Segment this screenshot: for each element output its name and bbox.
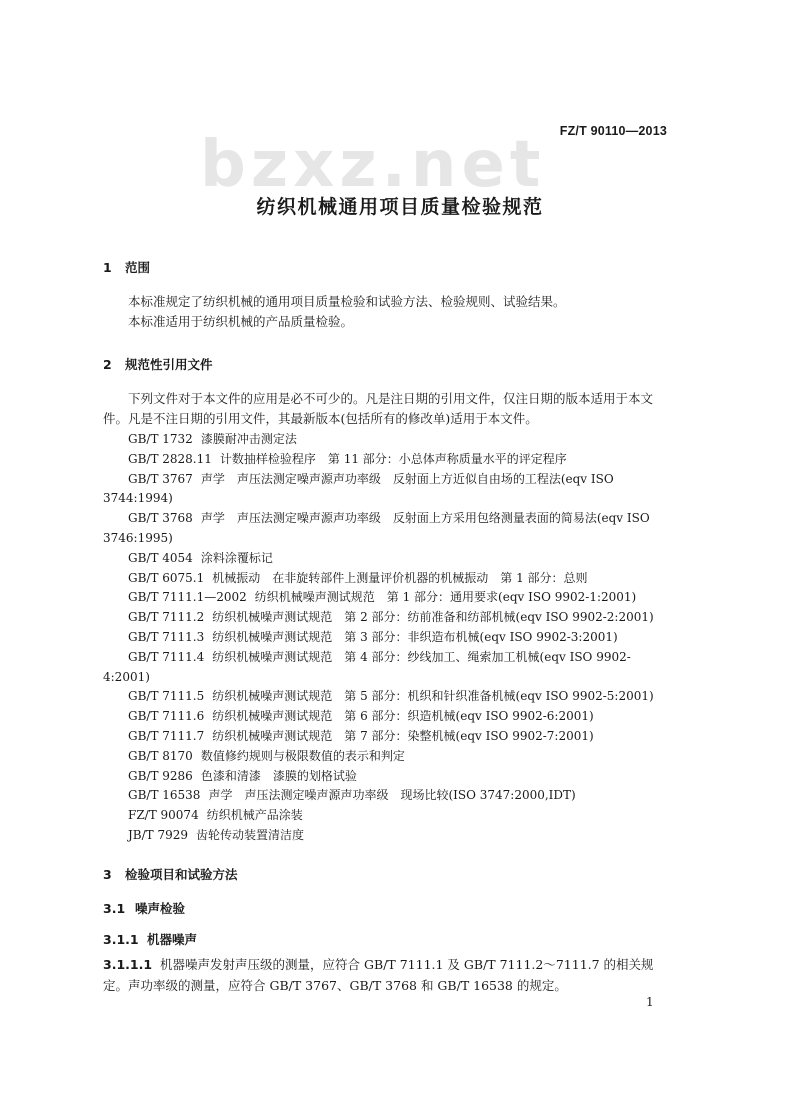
section-number: 3 [103,867,112,882]
reference-item [103,430,668,450]
reference-title: 齿轮传动装置清洁度 [196,827,305,842]
reference-code: FZ/T 90074 [128,808,199,823]
reference-item [103,648,668,688]
reference-code: GB/T 7111.5 [128,689,205,704]
reference-title: 纺织机械噪声测试规范 第 5 部分：机织和针织准备机械(eqv ISO 9902-5:2001) [212,689,654,704]
reference-title: 声学 声压法测定噪声源声功率级 反射面上方采用包络测量表面的简易法(eqv ISO 3746:1995) [103,511,650,545]
reference-item [103,687,668,707]
clause-number: 3.1.1.1 [103,957,153,972]
reference-list [103,430,668,846]
reference-item [103,470,668,510]
section-number: 2 [103,357,112,372]
reference-title: 数值修约规则与极限数值的表示和判定 [200,748,405,763]
reference-item [103,608,668,628]
reference-item [103,450,668,470]
reference-code: GB/T 16538 [128,788,201,803]
section-2-heading [103,355,213,373]
reference-title: 纺织机械噪声测试规范 第 4 部分：纱线加工、绳索加工机械(eqv ISO 9902-4:2001) [103,649,631,684]
document-title: 纺织机械通用项目质量检验规范 [256,196,544,218]
reference-title: 机械振动 在非旋转部件上测量评价机器的机械振动 第 1 部分：总则 [212,570,588,585]
reference-title: 纺织机械噪声测试规范 第 7 部分：染整机械(eqv ISO 9902-7:2001) [212,728,594,743]
reference-item [103,826,668,846]
reference-code: GB/T 9286 [128,768,193,783]
reference-code: GB/T 6075.1 [128,570,205,585]
reference-title: 计数抽样检验程序 第 11 部分：小总体声称质量水平的评定程序 [219,451,567,466]
reference-item [103,588,668,608]
section-title: 噪声检验 [135,901,186,916]
reference-code: GB/T 7111.6 [128,709,205,724]
reference-code: GB/T 7111.4 [128,649,205,664]
reference-item [103,727,668,747]
reference-title: 纺织机械噪声测试规范 第 3 部分：非织造布机械(eqv ISO 9902-3:2001) [212,629,618,644]
reference-item [103,549,668,569]
section-title: 机器噪声 [147,932,198,947]
section-3-1-heading [103,899,185,917]
reference-item [103,767,668,787]
reference-code: GB/T 2828.11 [128,451,212,466]
reference-code: GB/T 8170 [128,748,193,763]
reference-item [103,786,668,806]
watermark: bzxz.net [200,128,546,202]
reference-code: GB/T 7111.3 [128,629,205,644]
section-number: 3.1 [103,901,126,916]
section-number: 3.1.1 [103,932,139,947]
section-title: 范围 [125,260,151,275]
reference-code: JB/T 7929 [128,827,189,842]
reference-code: GB/T 1732 [128,432,193,446]
section-1-heading [103,258,150,276]
section-title: 规范性引用文件 [125,357,213,372]
reference-code: GB/T 7111.1—2002 [128,590,247,605]
reference-item [103,569,668,589]
reference-item [103,628,668,648]
section-1-para-2: 本标准适用于纺织机械的产品质量检验。 [128,314,354,329]
section-2-intro: 下列文件对于本文件的应用是必不可少的。凡是注日期的引用文件，仅注日期的版本适用于本文件。凡是不注日期的引用文件，其最新版本(包括所有的修改单)适用于本文件。 [103,391,654,426]
reference-item [103,707,668,727]
reference-item [103,747,668,767]
reference-item [103,509,668,549]
reference-code: GB/T 4054 [128,550,193,565]
reference-title: 声学 声压法测定噪声源声功率级 现场比较(ISO 3747:2000,IDT) [208,788,576,803]
reference-code: GB/T 7111.2 [128,610,205,625]
reference-code: GB/T 7111.7 [128,728,205,743]
section-title: 检验项目和试验方法 [125,867,238,882]
standard-number: FZ/T 90110—2013 [559,124,667,138]
section-3-heading [103,865,238,883]
reference-title: 纺织机械噪声测试规范 第 2 部分：纺前准备和纺部机械(eqv ISO 9902-2:2001) [212,610,654,625]
clause-text: 机器噪声发射声压级的测量，应符合 GB/T 7111.1 及 GB/T 7111.2～7111.7 的相关规定。声功率级的测量，应符合 GB/T 3767、GB/T 3768 和 GB/T 16538 的规定。 [103,957,654,993]
reference-code: GB/T 3767 [128,471,193,486]
reference-title: 声学 声压法测定噪声源声功率级 反射面上方近似自由场的工程法(eqv ISO 3744:1994) [103,471,614,506]
reference-title: 纺织机械噪声测试规范 第 1 部分：通用要求(eqv ISO 9902-1:2001) [254,590,637,605]
reference-title: 纺织机械噪声测试规范 第 6 部分：织造机械(eqv ISO 9902-6:2001) [212,709,594,724]
page-number: 1 [646,995,654,1009]
reference-title: 色漆和清漆 漆膜的划格试验 [200,768,357,783]
reference-title: 纺织机械产品涂装 [206,808,303,823]
reference-code: GB/T 3768 [128,511,193,526]
reference-title: 漆膜耐冲击测定法 [200,432,297,446]
section-number: 1 [103,260,112,275]
section-3-1-1-heading [103,930,197,948]
section-1-para-1: 本标准规定了纺织机械的通用项目质量检验和试验方法、检验规则、试验结果。 [128,294,566,309]
reference-item [103,806,668,826]
section-3-1-1-1-clause [103,954,668,996]
reference-title: 涂料涂覆标记 [200,550,273,565]
